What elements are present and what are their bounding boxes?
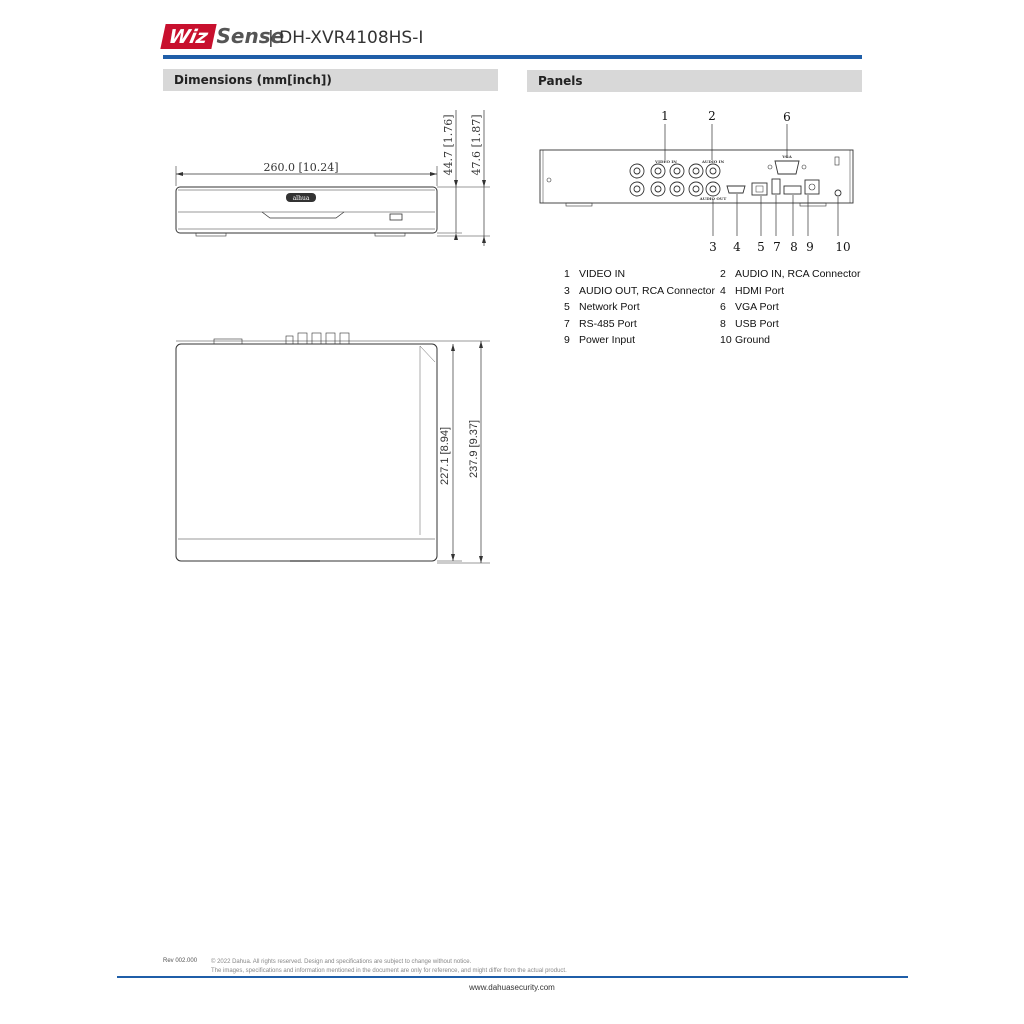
callout-6: 6: [783, 110, 791, 124]
legend-num: 6: [720, 301, 726, 313]
revision-label: Rev 002.000: [163, 958, 198, 964]
panels-section-header: Panels: [527, 70, 862, 92]
logo-wiz-text: Wiz: [160, 24, 216, 49]
legend-num: 5: [564, 301, 570, 313]
legend-label: VIDEO IN: [579, 268, 626, 280]
callout-7: 7: [773, 240, 781, 254]
model-title: | DH-XVR4108HS-I: [268, 28, 424, 48]
callout-10: 10: [835, 240, 851, 254]
legend-row: [560, 268, 860, 285]
legend-row: [560, 318, 860, 335]
legend-row: [560, 301, 860, 318]
depth-total-dim-label: 237.9 [9.37]: [468, 419, 480, 479]
top-view-bnc-3: [312, 333, 321, 344]
power-input: [805, 180, 819, 194]
height-body-dim-label: 44.7 [1.76]: [442, 114, 455, 176]
rs485-port: [772, 179, 780, 194]
legend-num: 9: [564, 334, 570, 346]
network-port: [752, 183, 767, 195]
dimension-drawings: [150, 100, 500, 580]
legend-num: 1: [564, 268, 570, 280]
callout-3: 3: [709, 240, 717, 254]
top-view-bnc-1: [286, 336, 293, 344]
website-url: www.dahuasecurity.com: [469, 983, 555, 992]
vga-caption: VGA: [782, 154, 792, 159]
callout-9: 9: [806, 240, 814, 254]
top-view-bnc-2: [298, 333, 307, 344]
hdmi-port: [727, 186, 745, 193]
logo-sense-text: Sense: [216, 24, 285, 48]
footer-divider: [117, 976, 908, 978]
audio-in-rca: [706, 164, 720, 178]
audio-out-rca: [706, 182, 720, 196]
legend-num: 10: [720, 334, 732, 346]
callout-1: 1: [661, 109, 669, 123]
copyright-notice: [211, 958, 567, 976]
front-usb-port: [390, 214, 402, 220]
callout-5: 5: [757, 240, 765, 254]
copyright-line-2: The images, specifications and information mentioned in the document are only for reference, and might differ from the actual product.: [211, 968, 567, 974]
top-view-bnc-4: [326, 333, 335, 344]
width-dim-label: 260.0 [10.24]: [263, 161, 339, 174]
legend-label: Power Input: [579, 334, 636, 346]
audio-in-caption: AUDIO IN: [701, 159, 725, 164]
legend-num: 3: [564, 284, 570, 297]
panel-legend: [560, 268, 860, 351]
video-in-bnc-group: [630, 164, 703, 196]
callout-2: 2: [708, 109, 716, 123]
height-total-dim-label: 47.6 [1.87]: [470, 114, 483, 176]
header-divider: [163, 55, 862, 59]
top-view-bnc-5: [340, 333, 349, 344]
audio-out-caption: AUDIO OUT: [699, 196, 727, 201]
top-view-connector-left: [214, 339, 242, 344]
legend-label: Ground: [735, 334, 771, 346]
rear-panel-drawing: [530, 105, 862, 255]
legend-num: 4: [720, 284, 726, 297]
legend-num: 7: [564, 317, 570, 330]
copyright-line-1: © 2022 Dahua. All rights reserved. Design and specifications are subject to change without notice.: [211, 959, 472, 965]
front-brand-text: alhua: [292, 195, 310, 202]
legend-label: USB Port: [735, 317, 779, 330]
usb-port: [784, 186, 801, 194]
ground-terminal: [835, 190, 841, 196]
legend-num: 2: [720, 268, 726, 280]
legend-num: 8: [720, 317, 726, 330]
legend-row: [560, 285, 860, 302]
legend-row: [560, 334, 860, 351]
legend-label: RS-485 Port: [579, 317, 637, 330]
depth-body-dim-label: 227.1 [8.94]: [439, 426, 451, 486]
vga-port: [775, 161, 799, 174]
top-view-body: [176, 344, 437, 561]
wizsense-logo: [163, 24, 284, 52]
legend-label: AUDIO OUT, RCA Connector: [579, 284, 715, 297]
callout-4: 4: [733, 240, 741, 254]
legend-label: HDMI Port: [735, 284, 785, 297]
legend-label: VGA Port: [735, 301, 779, 313]
rear-panel-body: [540, 150, 853, 203]
legend-label: AUDIO IN, RCA Connector: [735, 268, 861, 280]
callout-8: 8: [790, 240, 798, 254]
front-panel-notch: [262, 212, 344, 218]
video-in-caption: VIDEO IN: [655, 159, 677, 164]
legend-label: Network Port: [579, 301, 640, 313]
dimensions-section-header: Dimensions (mm[inch]): [163, 69, 498, 91]
